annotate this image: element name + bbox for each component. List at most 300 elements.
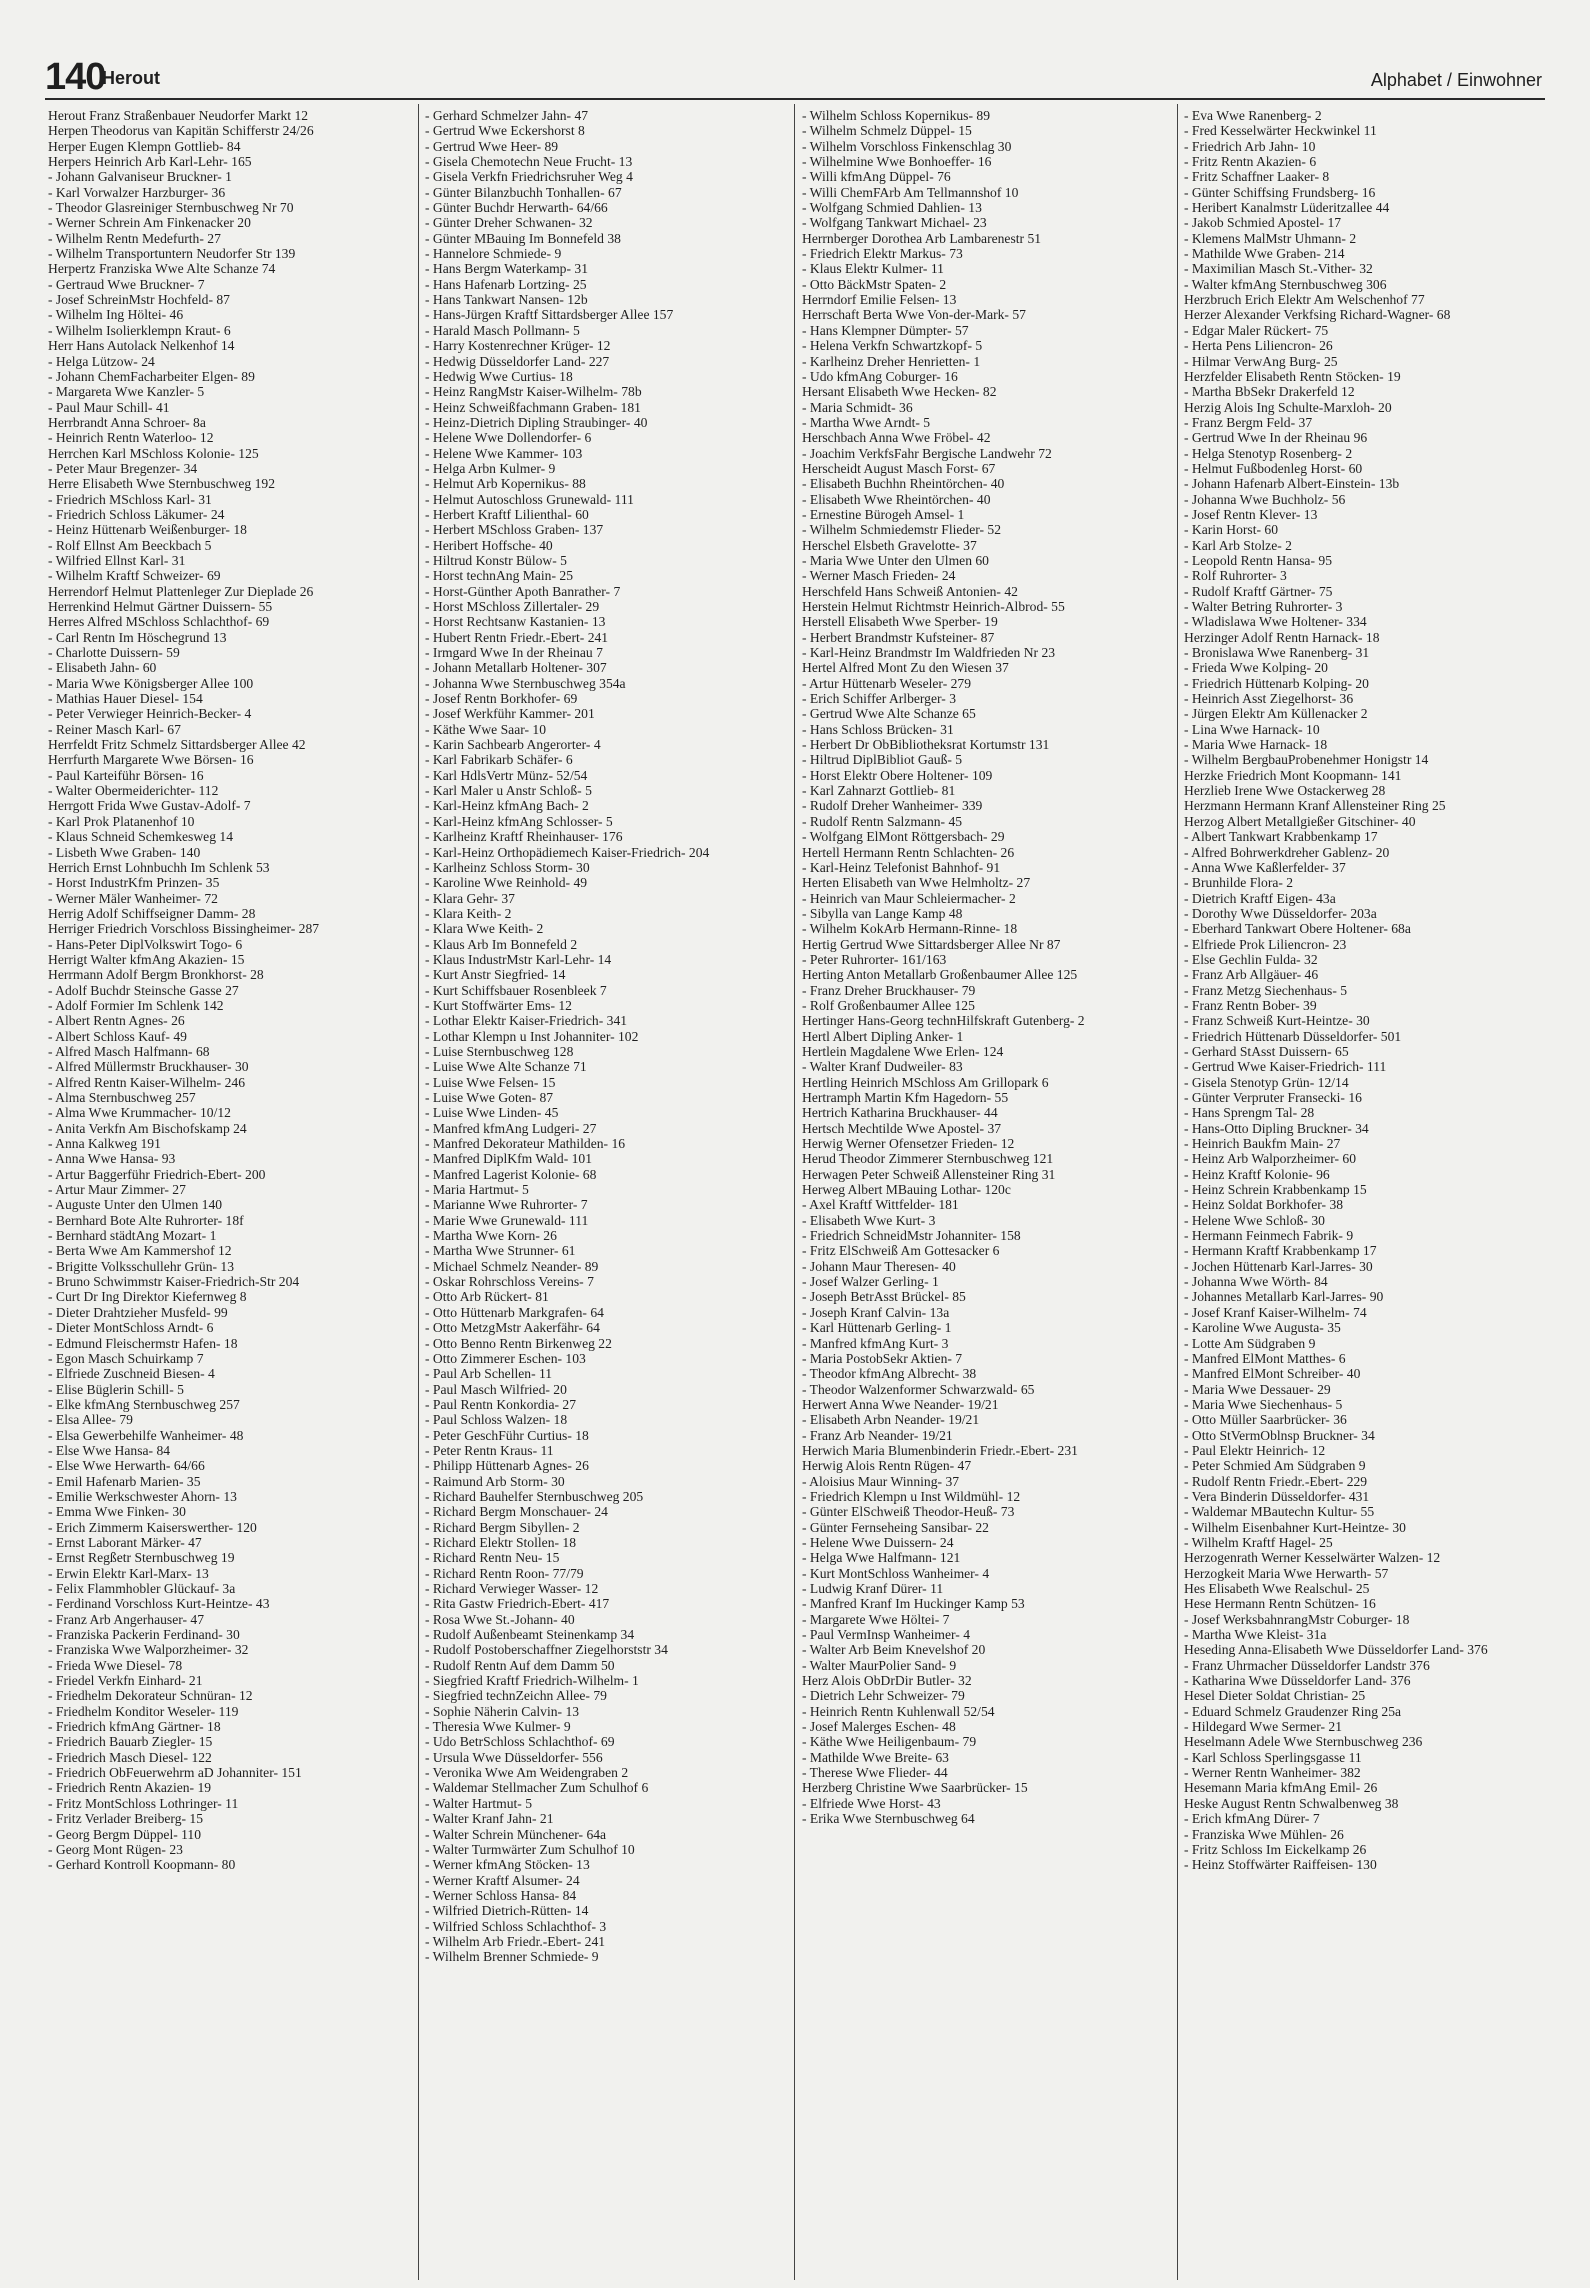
directory-entry: Hertrich Katharina Bruckhauser- 44 — [802, 1105, 998, 1121]
directory-entry: - Felix Flammhobler Glückauf- 3a — [48, 1581, 236, 1596]
directory-entry: Herwig Werner Ofensetzer Frieden- 12 — [802, 1136, 1015, 1152]
directory-entry: - Wilfried Ellnst Karl- 31 — [48, 552, 186, 568]
directory-entry: - Eva Wwe Ranenberg- 2 — [1184, 108, 1322, 123]
directory-entry: Herzlieb Irene Wwe Ostackerweg 28 — [1184, 783, 1386, 799]
directory-entry: - Richard Verwieger Wasser- 12 — [425, 1581, 599, 1596]
directory-entry: Herrbrandt Anna Schroer- 8a — [48, 414, 206, 430]
directory-entry: - Gertrud Wwe Heer- 89 — [425, 138, 559, 154]
directory-entry: - Luise Wwe Alte Schanze 71 — [425, 1059, 587, 1075]
directory-entry: - Hermann Kraftf Krabbenkamp 17 — [1184, 1243, 1377, 1259]
directory-entry: - Horst IndustrKfm Prinzen- 35 — [48, 875, 220, 891]
directory-entry: - Klara Wwe Keith- 2 — [425, 921, 544, 937]
directory-entry: - Wilfried Schloss Schlachthof- 3 — [425, 1918, 607, 1934]
directory-entry: - Josef Werkführ Kammer- 201 — [425, 706, 595, 722]
directory-entry: - Artur Baggerführ Friedrich-Ebert- 200 — [48, 1166, 266, 1182]
directory-entry: - Horst MSchloss Zillertaler- 29 — [425, 599, 600, 614]
directory-entry: Herrich Ernst Lohnbuchh Im Schlenk 53 — [48, 859, 270, 875]
directory-entry: - Aloisius Maur Winning- 37 — [802, 1473, 960, 1489]
directory-entry: - Peter Rentn Kraus- 11 — [425, 1442, 554, 1458]
directory-entry: Hertsch Mechtilde Wwe Apostel- 37 — [802, 1120, 1002, 1136]
directory-entry: - Theodor kfmAng Albrecht- 38 — [802, 1366, 977, 1382]
directory-entry: Hesel Dieter Soldat Christian- 25 — [1184, 1688, 1366, 1704]
directory-entry: - Hans-Otto Dipling Bruckner- 34 — [1184, 1120, 1369, 1136]
directory-entry: - Eduard Schmelz Graudenzer Ring 25a — [1184, 1703, 1402, 1719]
directory-entry: - Wilhelm Schmiedemstr Flieder- 52 — [802, 522, 1002, 538]
directory-entry: Herweg Albert MBauing Lothar- 120c — [802, 1182, 1011, 1198]
directory-entry: - Elisabeth Arbn Neander- 19/21 — [802, 1412, 980, 1428]
directory-entry: - Paul VermInsp Wanheimer- 4 — [802, 1627, 971, 1643]
directory-entry: - Manfred Kranf Im Huckinger Kamp 53 — [802, 1596, 1025, 1612]
directory-entry: - Heinz Schweißfachmann Graben- 181 — [425, 399, 641, 415]
directory-entry: - Manfred kfmAng Kurt- 3 — [802, 1335, 949, 1351]
directory-entry: - Friedrich Hüttenarb Kolping- 20 — [1184, 675, 1369, 691]
directory-entry: Herzog Albert Metallgießer Gitschiner- 40 — [1184, 813, 1416, 829]
directory-entry: - Helga Wwe Halfmann- 121 — [802, 1550, 961, 1566]
directory-entry: - Hilmar VerwAng Burg- 25 — [1184, 353, 1338, 369]
directory-entry: Hertling Heinrich MSchloss Am Grillopark 6 — [802, 1074, 1049, 1090]
directory-entry: - Richard Elektr Stollen- 18 — [425, 1534, 577, 1550]
directory-entry: - Horst Elektr Obere Holtener- 109 — [802, 767, 993, 783]
directory-entry: - Josef SchreinMstr Hochfeld- 87 — [48, 292, 230, 308]
directory-entry: - Martha BbSekr Drakerfeld 12 — [1184, 384, 1355, 400]
directory-entry: - Manfred ElMont Matthes- 6 — [1184, 1350, 1346, 1366]
directory-entry: - Rudolf Rentn Salzmann- 45 — [802, 813, 963, 829]
directory-entry: - Dieter Drahtzieher Musfeld- 99 — [48, 1304, 228, 1320]
directory-entry: Heseding Anna-Elisabeth Wwe Düsseldorfer Land- 376 — [1184, 1642, 1488, 1658]
directory-entry: - Irmgard Wwe In der Rheinau 7 — [425, 645, 603, 661]
directory-entry: - Friedhelm Konditor Weseler- 119 — [48, 1703, 239, 1719]
directory-entry: Herzbruch Erich Elektr Am Welschenhof 77 — [1184, 292, 1425, 308]
directory-entry: - Karlheinz Schloss Storm- 30 — [425, 859, 590, 875]
directory-entry: - Fritz ElSchweiß Am Gottesacker 6 — [802, 1243, 1000, 1259]
directory-entry: - Kurt Stoffwärter Ems- 12 — [425, 997, 572, 1013]
directory-entry: - Gerhard StAsst Duissern- 65 — [1184, 1043, 1349, 1059]
directory-entry: - Edmund Fleischermstr Hafen- 18 — [48, 1335, 238, 1351]
directory-entry: - Paul Rentn Konkordia- 27 — [425, 1396, 577, 1412]
directory-entry: - Günter Verpruter Fransecki- 16 — [1184, 1090, 1362, 1105]
directory-entry: - Friedrich Elektr Markus- 73 — [802, 246, 963, 262]
directory-entry: - Elisabeth Wwe Kurt- 3 — [802, 1212, 936, 1228]
directory-entry: - Katharina Wwe Düsseldorfer Land- 376 — [1184, 1673, 1411, 1689]
directory-entry: - Werner Schrein Am Finkenacker 20 — [48, 215, 251, 231]
directory-entry: - Franz Bergm Feld- 37 — [1184, 414, 1313, 430]
directory-entry: - Fritz Verlader Breiberg- 15 — [48, 1811, 204, 1827]
directory-entry: Herschbach Anna Wwe Fröbel- 42 — [802, 430, 991, 446]
directory-entry: - Franz Arb Neander- 19/21 — [802, 1427, 953, 1443]
directory-entry: - Mathilde Wwe Breite- 63 — [802, 1749, 949, 1765]
directory-entry: - Willi ChemFArb Am Tellmannshof 10 — [802, 184, 1019, 200]
directory-entry: - Else Gechlin Fulda- 32 — [1184, 951, 1318, 967]
directory-entry: - Herbert Dr ObBibliotheksrat Kortumstr 131 — [802, 737, 1050, 753]
directory-entry: - Else Wwe Herwarth- 64/66 — [48, 1458, 205, 1474]
directory-entry: Hersant Elisabeth Wwe Hecken- 82 — [802, 384, 997, 400]
directory-entry: - Rolf Ellnst Am Beeckbach 5 — [48, 537, 212, 553]
directory-entry: - Horst Rechtsanw Kastanien- 13 — [425, 614, 606, 630]
directory-entry: - Richard Bergm Monschauer- 24 — [425, 1504, 608, 1520]
directory-entry: - Karl Zahnarzt Gottlieb- 81 — [802, 783, 956, 799]
directory-entry: Herrndorf Emilie Felsen- 13 — [802, 292, 957, 308]
directory-entry: - Wilhelm Arb Friedr.-Ebert- 241 — [425, 1933, 606, 1949]
directory-entry: - Therese Wwe Flieder- 44 — [802, 1765, 948, 1781]
directory-entry: - Werner Rentn Wanheimer- 382 — [1184, 1765, 1361, 1781]
directory-entry: - Elsa Gewerbehilfe Wanheimer- 48 — [48, 1427, 244, 1443]
directory-entry: - Martha Wwe Kleist- 31a — [1184, 1627, 1327, 1643]
directory-entry: - Otto Hüttenarb Markgrafen- 64 — [425, 1304, 604, 1320]
directory-entry: - Fred Kesselwärter Heckwinkel 11 — [1184, 123, 1377, 139]
directory-entry: - Heinrich Baukfm Main- 27 — [1184, 1136, 1341, 1152]
page-number: 140 — [45, 56, 106, 98]
directory-entry: - Elfriede Wwe Horst- 43 — [802, 1795, 941, 1811]
directory-entry: - Johanna Wwe Wörth- 84 — [1184, 1274, 1328, 1290]
directory-entry: - Brigitte Volksschullehr Grün- 13 — [48, 1258, 235, 1274]
directory-entry: - Maximilian Masch St.-Vither- 32 — [1184, 261, 1373, 277]
directory-entry: Herrfurth Margarete Wwe Börsen- 16 — [48, 752, 254, 768]
directory-entry: Herpertz Franziska Wwe Alte Schanze 74 — [48, 261, 276, 277]
directory-entry: - Heinz Schrein Krabbenkamp 15 — [1184, 1182, 1367, 1198]
directory-entry: Herzmann Hermann Kranf Allensteiner Ring 25 — [1184, 798, 1446, 814]
directory-entry: - Wolfgang Schmied Dahlien- 13 — [802, 200, 982, 216]
directory-entry: - Paul Maur Schill- 41 — [48, 399, 170, 415]
directory-column-4 — [1184, 108, 1546, 2280]
directory-entry: - Wolfgang Tankwart Michael- 23 — [802, 215, 987, 231]
directory-entry: - Joseph BetrAsst Brückel- 85 — [802, 1289, 966, 1305]
directory-entry: - Harry Kostenrechner Krüger- 12 — [425, 338, 611, 354]
directory-entry: - Siegfried technZeichn Allee- 79 — [425, 1688, 607, 1704]
directory-entry: - Walter Turmwärter Zum Schulhof 10 — [425, 1841, 635, 1857]
directory-entry: - Elsa Allee- 79 — [48, 1412, 133, 1428]
directory-entry: - Udo BetrSchloss Schlachthof- 69 — [425, 1734, 615, 1750]
directory-entry: - Maria Wwe Unter den Ulmen 60 — [802, 552, 989, 568]
directory-entry: - Paul Masch Wilfried- 20 — [425, 1381, 567, 1397]
directory-entry: - Waldemar MBautechn Kultur- 55 — [1184, 1504, 1375, 1520]
directory-entry: - Friedrich Masch Diesel- 122 — [48, 1749, 212, 1765]
directory-entry: - Albert Tankwart Krabbenkamp 17 — [1184, 829, 1378, 845]
directory-entry: - Rudolf Postoberschaffner Ziegelhorststr 34 — [425, 1642, 668, 1658]
directory-entry: - Gertraud Wwe Bruckner- 7 — [48, 276, 205, 292]
directory-entry: - Michael Schmelz Neander- 89 — [425, 1258, 599, 1274]
directory-entry: - Martha Wwe Korn- 26 — [425, 1228, 557, 1244]
directory-entry: - Hans Schloss Brücken- 31 — [802, 721, 954, 737]
directory-entry: - Leopold Rentn Hansa- 95 — [1184, 552, 1332, 568]
directory-entry: Herrnberger Dorothea Arb Lambarenestr 51 — [802, 230, 1042, 246]
directory-entry: - Friedrich MSchloss Karl- 31 — [48, 491, 212, 507]
directory-entry: - Ludwig Kranf Dürer- 11 — [802, 1581, 944, 1596]
directory-entry: - Ferdinand Vorschloss Kurt-Heintze- 43 — [48, 1596, 270, 1612]
directory-entry: - Josef Rentn Klever- 13 — [1184, 506, 1318, 522]
directory-entry: - Dorothy Wwe Düsseldorfer- 203a — [1184, 905, 1377, 921]
directory-entry: - Werner Mäler Wanheimer- 72 — [48, 890, 218, 906]
directory-entry: - Johanna Wwe Sternbuschweg 354a — [425, 675, 626, 691]
directory-entry: - Franz Arb Angerhauser- 47 — [48, 1611, 205, 1627]
directory-entry: Herz Alois ObDrDir Butler- 32 — [802, 1673, 972, 1689]
directory-entry: - Helga Stenotyp Rosenberg- 2 — [1184, 445, 1353, 461]
directory-entry: - Helga Arbn Kulmer- 9 — [425, 460, 556, 476]
directory-entry: - Walter kfmAng Sternbuschweg 306 — [1184, 276, 1387, 292]
directory-entry: - Udo kfmAng Coburger- 16 — [802, 368, 958, 384]
directory-entry: - Paul Arb Schellen- 11 — [425, 1366, 553, 1382]
directory-entry: - Jakob Schmied Apostel- 17 — [1184, 215, 1342, 231]
directory-entry: - Albert Rentn Agnes- 26 — [48, 1013, 185, 1029]
directory-entry: - Otto Benno Rentn Birkenweg 22 — [425, 1335, 612, 1351]
directory-entry: - Karl Hüttenarb Gerling- 1 — [802, 1320, 952, 1336]
directory-entry: - Dietrich Kraftf Eigen- 43a — [1184, 890, 1336, 906]
directory-entry: - Hiltrud Konstr Bülow- 5 — [425, 552, 567, 568]
directory-entry: - Hannelore Schmiede- 9 — [425, 246, 562, 262]
directory-entry: - Karlheinz Kraftf Rheinhauser- 176 — [425, 829, 623, 845]
directory-entry: Hertinger Hans-Georg technHilfskraft Gutenberg- 2 — [802, 1013, 1085, 1029]
directory-entry: - Marianne Wwe Ruhrorter- 7 — [425, 1197, 588, 1213]
directory-entry: Herzberg Christine Wwe Saarbrücker- 15 — [802, 1780, 1028, 1796]
directory-entry: - Karl Prok Platanenhof 10 — [48, 813, 195, 829]
directory-entry: - Franz Schweiß Kurt-Heintze- 30 — [1184, 1013, 1370, 1029]
directory-entry: Herzke Friedrich Mont Koopmann- 141 — [1184, 767, 1402, 783]
directory-entry: Herrmann Adolf Bergm Bronkhorst- 28 — [48, 967, 264, 983]
directory-entry: - Erwin Elektr Karl-Marx- 13 — [48, 1565, 209, 1581]
directory-entry: - Karl Maler u Anstr Schloß- 5 — [425, 783, 592, 799]
directory-entry: - Willi kfmAng Düppel- 76 — [802, 169, 951, 185]
directory-entry: - Peter Verwieger Heinrich-Becker- 4 — [48, 706, 252, 722]
directory-entry: - Maria PostobSekr Aktien- 7 — [802, 1350, 963, 1366]
directory-entry: - Peter GeschFühr Curtius- 18 — [425, 1427, 589, 1443]
directory-entry: - Klaus Elektr Kulmer- 11 — [802, 261, 944, 277]
directory-entry: Herzogkeit Maria Wwe Herwarth- 57 — [1184, 1565, 1389, 1581]
directory-entry: Herpen Theodorus van Kapitän Schifferstr 24/26 — [48, 123, 314, 139]
directory-entry: - Adolf Formier Im Schlenk 142 — [48, 997, 224, 1013]
directory-entry: - Anna Wwe Kaßlerfelder- 37 — [1184, 859, 1346, 875]
directory-entry: - Otto Müller Saarbrücker- 36 — [1184, 1412, 1347, 1428]
directory-entry: - Walter MaurPolier Sand- 9 — [802, 1657, 957, 1673]
directory-entry: - Paul Elektr Heinrich- 12 — [1184, 1442, 1326, 1458]
directory-entry: - Berta Wwe Am Kammershof 12 — [48, 1243, 232, 1259]
directory-entry: Herwert Anna Wwe Neander- 19/21 — [802, 1396, 999, 1412]
directory-entry: - Franz Arb Allgäuer- 46 — [1184, 967, 1319, 983]
directory-entry: - Ernestine Bürogeh Amsel- 1 — [802, 506, 965, 522]
directory-entry: - Richard Bauhelfer Sternbuschweg 205 — [425, 1488, 644, 1504]
directory-entry: - Joachim VerkfsFahr Bergische Landwehr 72 — [802, 445, 1052, 461]
directory-entry: Herwig Alois Rentn Rügen- 47 — [802, 1458, 972, 1474]
directory-entry: - Emma Wwe Finken- 30 — [48, 1504, 186, 1520]
directory-entry: Herwich Maria Blumenbinderin Friedr.-Ebert- 231 — [802, 1442, 1078, 1458]
directory-entry: - Heinz RangMstr Kaiser-Wilhelm- 78b — [425, 384, 642, 400]
directory-entry: - Elke kfmAng Sternbuschweg 257 — [48, 1396, 240, 1412]
directory-entry: - Erich kfmAng Dürer- 7 — [1184, 1811, 1320, 1827]
directory-entry: - Johannes Metallarb Karl-Jarres- 90 — [1184, 1289, 1384, 1305]
directory-entry: - Helga Lützow- 24 — [48, 353, 155, 369]
directory-column-1 — [48, 108, 410, 2280]
directory-entry: - Wilhelm Rentn Medefurth- 27 — [48, 230, 221, 246]
directory-entry: - Hermann Feinmech Fabrik- 9 — [1184, 1228, 1354, 1244]
directory-entry: Herpers Heinrich Arb Karl-Lehr- 165 — [48, 154, 252, 170]
directory-entry: - Günter Schiffsing Frundsberg- 16 — [1184, 184, 1376, 200]
directory-entry: - Günter Fernseheing Sansibar- 22 — [802, 1519, 989, 1535]
directory-entry: - Heinrich Asst Ziegelhorst- 36 — [1184, 691, 1354, 707]
directory-entry: Herr Hans Autolack Nelkenhof 14 — [48, 338, 235, 354]
directory-entry: - Gerhard Schmelzer Jahn- 47 — [425, 108, 589, 123]
directory-entry: - Martha Wwe Arndt- 5 — [802, 414, 931, 430]
directory-entry: - Günter MBauing Im Bonnefeld 38 — [425, 230, 621, 246]
directory-entry: - Heribert Hoffsche- 40 — [425, 537, 553, 553]
directory-entry: - Johanna Wwe Buchholz- 56 — [1184, 491, 1346, 507]
directory-entry: - Friedhelm Dekorateur Schnüran- 12 — [48, 1688, 253, 1704]
directory-entry: - Veronika Wwe Am Weidengraben 2 — [425, 1765, 629, 1781]
directory-entry: - Günter Dreher Schwanen- 32 — [425, 215, 593, 231]
directory-entry: Herzer Alexander Verkfsing Richard-Wagner- 68 — [1184, 307, 1451, 323]
directory-entry: Herrigt Walter kfmAng Akazien- 15 — [48, 951, 245, 967]
directory-entry: - Theodor Glasreiniger Sternbuschweg Nr 70 — [48, 200, 294, 216]
directory-entry: - Siegfried Kraftf Friedrich-Wilhelm- 1 — [425, 1673, 639, 1689]
directory-entry: Hertell Hermann Rentn Schlachten- 26 — [802, 844, 1015, 860]
directory-entry: Herriger Friedrich Vorschloss Bissingheimer- 287 — [48, 921, 320, 937]
directory-entry: - Georg Mont Rügen- 23 — [48, 1841, 183, 1857]
directory-entry: - Wilhelm Brenner Schmiede- 9 — [425, 1949, 599, 1965]
directory-entry: - Günter Bilanzbuchh Tonhallen- 67 — [425, 184, 622, 200]
directory-entry: - Alfred Masch Halfmann- 68 — [48, 1043, 210, 1059]
directory-entry: - Karl-Heinz Brandmstr Im Waldfrieden Nr 23 — [802, 645, 1056, 661]
directory-entry: - Wilhelm Kraftf Schweizer- 69 — [48, 568, 221, 584]
directory-entry: - Helene Wwe Duissern- 24 — [802, 1534, 954, 1550]
directory-entry: - Margareta Wwe Kanzler- 5 — [48, 384, 205, 400]
directory-entry: - Karl Schloss Sperlingsgasse 11 — [1184, 1749, 1362, 1765]
directory-entry: - Hans Tankwart Nansen- 12b — [425, 292, 588, 308]
directory-entry: Herschfeld Hans Schweiß Antonien- 42 — [802, 583, 1018, 599]
directory-entry: - Johann Maur Theresen- 40 — [802, 1258, 956, 1274]
directory-entry: - Gisela Stenotyp Grün- 12/14 — [1184, 1074, 1349, 1090]
directory-entry: - Karl Fabrikarb Schäfer- 6 — [425, 752, 573, 768]
directory-entry: - Friedrich Bauarb Ziegler- 15 — [48, 1734, 213, 1750]
directory-entry: - Peter Schmied Am Südgraben 9 — [1184, 1458, 1366, 1474]
directory-entry: - Rudolf Kraftf Gärtner- 75 — [1184, 583, 1333, 599]
directory-entry: - Lothar Klempn u Inst Johanniter- 102 — [425, 1028, 639, 1044]
directory-entry: - Friedrich SchneidMstr Johanniter- 158 — [802, 1228, 1021, 1244]
directory-entry: - Josef Kranf Kaiser-Wilhelm- 74 — [1184, 1304, 1367, 1320]
directory-entry: - Wilhelm Eisenbahner Kurt-Heintze- 30 — [1184, 1519, 1406, 1535]
directory-entry: - Wilhelm Schloss Kopernikus- 89 — [802, 108, 990, 123]
directory-entry: - Karin Sachbearb Angerorter- 4 — [425, 737, 601, 753]
directory-entry: - Ernst Laborant Märker- 47 — [48, 1534, 202, 1550]
directory-entry: - Manfred Lagerist Kolonie- 68 — [425, 1166, 597, 1182]
directory-entry: Hes Elisabeth Wwe Realschul- 25 — [1184, 1581, 1370, 1596]
directory-entry: - Auguste Unter den Ulmen 140 — [48, 1197, 223, 1213]
directory-entry: - Alfred Rentn Kaiser-Wilhelm- 246 — [48, 1074, 245, 1090]
directory-entry: - Karl Vorwalzer Harzburger- 36 — [48, 184, 226, 200]
directory-entry: - Rudolf Rentn Auf dem Damm 50 — [425, 1657, 615, 1673]
directory-entry: - Wilhelm Transportuntern Neudorfer Str 139 — [48, 246, 296, 262]
directory-entry: - Karl HdlsVertr Münz- 52/54 — [425, 767, 588, 783]
directory-entry: - Karl-Heinz Orthopädiemech Kaiser-Friedrich- 204 — [425, 844, 710, 860]
directory-entry: - Theresia Wwe Kulmer- 9 — [425, 1719, 571, 1735]
directory-entry: Herting Anton Metallarb Großenbaumer Allee 125 — [802, 967, 1078, 983]
directory-entry: - Hildegard Wwe Sermer- 21 — [1184, 1719, 1343, 1735]
directory-entry: - Johann Galvaniseur Bruckner- 1 — [48, 169, 232, 185]
directory-entry: - Karl-Heinz kfmAng Bach- 2 — [425, 798, 589, 814]
column-divider — [418, 104, 419, 2280]
directory-entry: - Kurt Schiffsbauer Rosenbleek 7 — [425, 982, 607, 998]
directory-entry: - Fritz Schaffner Laaker- 8 — [1184, 169, 1330, 185]
directory-entry: - Rolf Ruhrorter- 3 — [1184, 568, 1287, 584]
directory-entry: - Helmut Autoschloss Grunewald- 111 — [425, 491, 634, 507]
directory-entry: - Lina Wwe Harnack- 10 — [1184, 721, 1320, 737]
directory-entry: Herres Alfred MSchloss Schlachthof- 69 — [48, 614, 270, 630]
directory-entry: - Herta Pens Liliencron- 26 — [1184, 338, 1333, 354]
directory-entry: - Horst-Günther Apoth Banrather- 7 — [425, 583, 621, 599]
directory-entry: - Kurt MontSchloss Wanheimer- 4 — [802, 1565, 990, 1581]
directory-entry: - Klaus IndustrMstr Karl-Lehr- 14 — [425, 951, 612, 967]
directory-entry: - Franziska Wwe Walporzheimer- 32 — [48, 1642, 249, 1658]
section-title: Alphabet / Einwohner — [1370, 70, 1542, 90]
directory-entry: - Friedrich Klempn u Inst Wildmühl- 12 — [802, 1488, 1021, 1504]
directory-entry: - Manfred DiplKfm Wald- 101 — [425, 1151, 593, 1167]
directory-entry: - Wilhelm Ing Höltei- 46 — [48, 307, 184, 323]
directory-entry: - Friedrich Rentn Akazien- 19 — [48, 1780, 212, 1796]
directory-entry: - Jürgen Elektr Am Küllenacker 2 — [1184, 706, 1368, 722]
directory-entry: - Walter Arb Beim Knevelshof 20 — [802, 1642, 986, 1658]
directory-entry: - Hedwig Düsseldorfer Land- 227 — [425, 353, 610, 369]
directory-entry: Herrschaft Berta Wwe Von-der-Mark- 57 — [802, 307, 1026, 323]
directory-entry: - Anna Kalkweg 191 — [48, 1136, 161, 1152]
directory-entry: - Gerhard Kontroll Koopmann- 80 — [48, 1857, 236, 1873]
directory-entry: - Anita Verkfn Am Bischofskamp 24 — [48, 1120, 247, 1136]
directory-entry: - Werner Masch Frieden- 24 — [802, 568, 956, 584]
directory-entry: Hertramph Martin Kfm Hagedorn- 55 — [802, 1090, 1009, 1105]
directory-entry: - Herbert MSchloss Graben- 137 — [425, 522, 604, 538]
directory-entry: Herre Elisabeth Wwe Sternbuschweg 192 — [48, 476, 275, 492]
directory-entry: Herten Elisabeth van Wwe Helmholtz- 27 — [802, 875, 1031, 891]
directory-entry: - Bruno Schwimmstr Kaiser-Friedrich-Str 204 — [48, 1274, 300, 1290]
directory-entry: - Georg Bergm Düppel- 110 — [48, 1826, 202, 1842]
directory-entry: - Anna Wwe Hansa- 93 — [48, 1151, 176, 1167]
directory-entry: Herzogenrath Werner Kesselwärter Walzen- 12 — [1184, 1550, 1441, 1566]
directory-entry: - Josef WerksbahnrangMstr Coburger- 18 — [1184, 1611, 1410, 1627]
directory-entry: - Walter Kranf Jahn- 21 — [425, 1811, 554, 1827]
directory-entry: Herrgott Frida Wwe Gustav-Adolf- 7 — [48, 798, 251, 814]
directory-entry: - Rudolf Außenbeamt Steinenkamp 34 — [425, 1627, 635, 1643]
directory-entry: - Friedrich kfmAng Gärtner- 18 — [48, 1719, 221, 1735]
directory-entry: Herper Eugen Klempn Gottlieb- 84 — [48, 138, 241, 154]
directory-entry: - Hedwig Wwe Curtius- 18 — [425, 368, 573, 384]
directory-entry: - Wilfried Dietrich-Rütten- 14 — [425, 1903, 589, 1919]
directory-entry: - Maria Wwe Königsberger Allee 100 — [48, 675, 254, 691]
directory-entry: - Emil Hafenarb Marien- 35 — [48, 1473, 201, 1489]
directory-entry: - Artur Hüttenarb Weseler- 279 — [802, 675, 972, 691]
directory-entry: - Gertrud Wwe In der Rheinau 96 — [1184, 430, 1368, 446]
directory-entry: - Karlheinz Dreher Henrietten- 1 — [802, 353, 981, 369]
directory-entry: - Rosa Wwe St.-Johann- 40 — [425, 1611, 575, 1627]
directory-entry: - Waldemar Stellmacher Zum Schulhof 6 — [425, 1780, 649, 1796]
directory-entry: - Heinz Kraftf Kolonie- 96 — [1184, 1166, 1330, 1182]
directory-entry: - Wilhelm Schmelz Düppel- 15 — [802, 123, 972, 139]
directory-entry: Herrig Adolf Schiffseigner Damm- 28 — [48, 905, 256, 921]
directory-entry: - Adolf Buchdr Steinsche Gasse 27 — [48, 982, 239, 998]
page-header — [45, 56, 1545, 98]
directory-entry: Herschel Elsbeth Gravelotte- 37 — [802, 537, 977, 553]
directory-entry: - Josef Malerges Eschen- 48 — [802, 1719, 956, 1735]
directory-entry: - Theodor Walzenformer Schwarzwald- 65 — [802, 1381, 1035, 1397]
directory-entry: - Ernst Regßetr Sternbuschweg 19 — [48, 1550, 235, 1566]
directory-entry: - Helena Verkfn Schwartzkopf- 5 — [802, 338, 983, 354]
directory-entry: - Ursula Wwe Düsseldorfer- 556 — [425, 1749, 603, 1765]
directory-entry: - Rita Gastw Friedrich-Ebert- 417 — [425, 1596, 610, 1612]
directory-entry: - Marie Wwe Grunewald- 111 — [425, 1212, 589, 1228]
directory-entry: - Wilhelm Vorschloss Finkenschlag 30 — [802, 138, 1012, 154]
directory-entry: Hertig Gertrud Wwe Sittardsberger Allee Nr 87 — [802, 936, 1061, 952]
directory-entry: Heselmann Adele Wwe Sternbuschweg 236 — [1184, 1734, 1423, 1750]
directory-entry: - Elisabeth Buchhn Rheintörchen- 40 — [802, 476, 1005, 492]
directory-entry: - Bernhard städtAng Mozart- 1 — [48, 1228, 217, 1244]
directory-entry: - Elisabeth Wwe Rheintörchen- 40 — [802, 491, 991, 507]
directory-entry: Hertl Albert Dipling Anker- 1 — [802, 1028, 964, 1044]
directory-entry: - Alma Wwe Krummacher- 10/12 — [48, 1105, 231, 1121]
directory-entry: - Friedrich Arb Jahn- 10 — [1184, 138, 1316, 154]
